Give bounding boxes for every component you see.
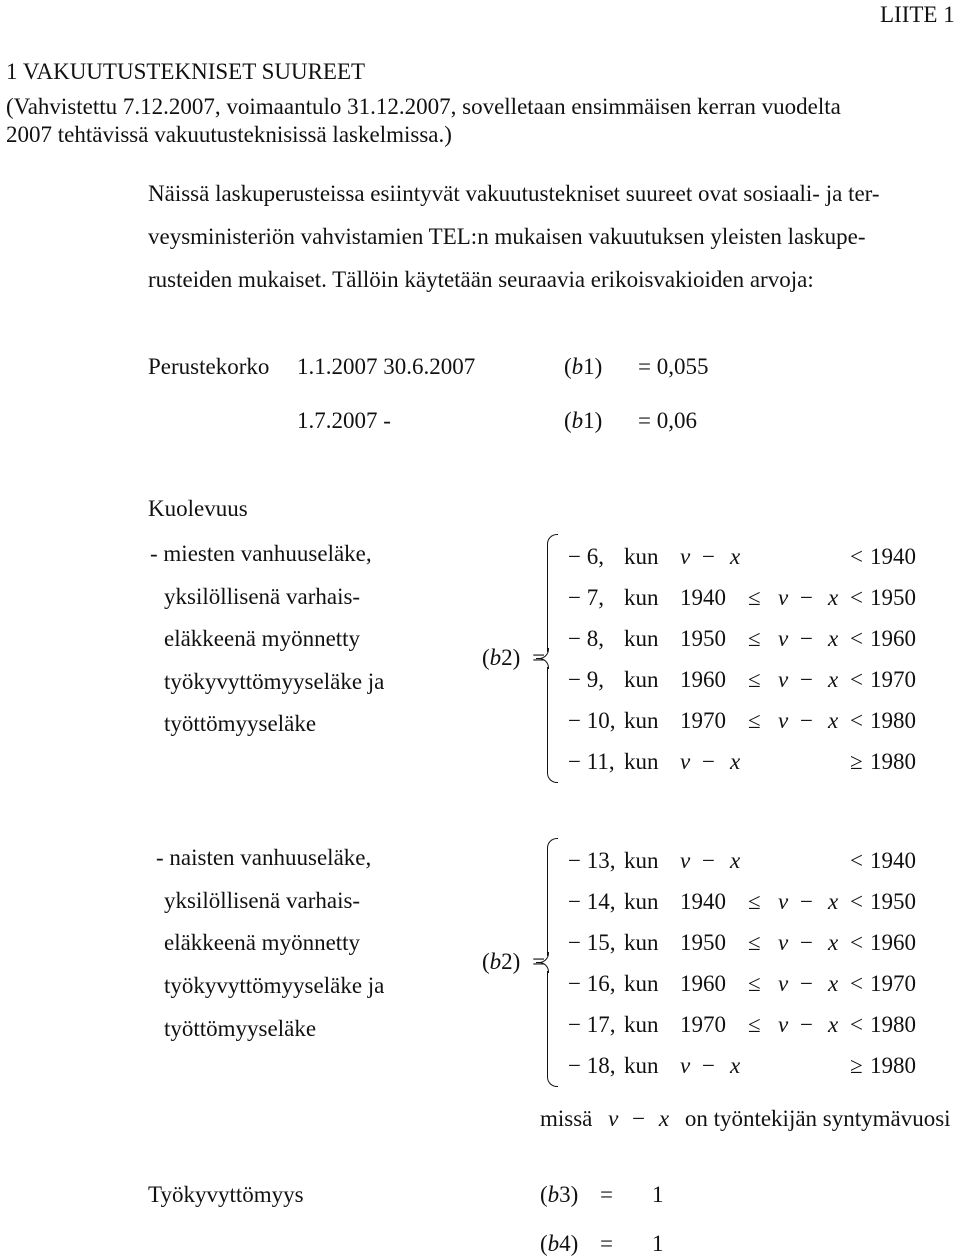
men-case-rel2: <	[850, 667, 863, 692]
section-note-line-2: 2007 tehtävissä vakuutusteknisissä laskelmissa.)	[6, 122, 452, 147]
women-case-x: x	[828, 889, 839, 914]
women-case-x: x	[730, 1053, 741, 1078]
men-case-num: − 7,	[568, 585, 604, 610]
women-case-minus: −	[702, 1053, 715, 1078]
women-case-v: v	[778, 1012, 789, 1037]
women-case-rel1: ≤	[748, 889, 761, 914]
men-case-num: − 11,	[568, 749, 615, 774]
women-case-v: v	[778, 930, 789, 955]
men-case-rel1: ≤	[748, 626, 761, 651]
men-case-v: v	[778, 585, 789, 610]
interest-value-2: = 0,06	[638, 408, 697, 433]
disability-b4-symbol: (b4)	[540, 1231, 579, 1256]
women-case-num: − 13,	[568, 848, 616, 873]
interest-period-1: 1.1.2007 30.6.2007	[297, 354, 476, 379]
women-case-c2: 1980	[870, 1053, 916, 1078]
men-brace-bottom	[547, 667, 558, 783]
women-case-c2: 1950	[870, 889, 916, 914]
disability-b4-equals: =	[600, 1231, 613, 1256]
women-case-v: v	[680, 848, 691, 873]
men-case-x: x	[730, 749, 741, 774]
disability-b4-value: 1	[652, 1231, 664, 1256]
women-case-rel2: <	[850, 930, 863, 955]
men-case-kun: kun	[624, 708, 659, 733]
women-case-x: x	[828, 971, 839, 996]
men-case-minus: −	[800, 708, 813, 733]
men-case-c2: 1970	[870, 667, 916, 692]
women-case-x: x	[828, 930, 839, 955]
men-case-num: − 9,	[568, 667, 604, 692]
women-case-c1: 1950	[680, 930, 726, 955]
section-title: 1 VAKUUTUSTEKNISET SUUREET	[6, 59, 366, 84]
men-case-c1: 1960	[680, 667, 726, 692]
men-case-c2: 1940	[870, 544, 916, 569]
women-case-minus: −	[702, 848, 715, 873]
men-case-rel2: <	[850, 708, 863, 733]
women-case-minus: −	[800, 889, 813, 914]
women-case-x: x	[828, 1012, 839, 1037]
men-desc-line: - miesten vanhuuseläke,	[150, 541, 372, 566]
interest-period-2: 1.7.2007 -	[297, 408, 391, 433]
women-case-c2: 1940	[870, 848, 916, 873]
women-case-c1: 1940	[680, 889, 726, 914]
women-case-num: − 16,	[568, 971, 616, 996]
men-case-x: x	[828, 626, 839, 651]
women-symbol: (b2) =	[482, 949, 546, 974]
women-desc-line: yksilöllisenä varhais-	[164, 888, 361, 913]
men-case-c1: 1970	[680, 708, 726, 733]
men-case-minus: −	[800, 667, 813, 692]
men-case-rel1: ≤	[748, 585, 761, 610]
men-case-v: v	[778, 708, 789, 733]
women-case-rel2: ≥	[850, 1053, 863, 1078]
women-case-rel1: ≤	[748, 1012, 761, 1037]
men-symbol: (b2) =	[482, 645, 546, 670]
men-case-kun: kun	[624, 667, 659, 692]
men-case-minus: −	[702, 749, 715, 774]
interest-symbol-1: (b1)	[564, 354, 603, 379]
disability-b3-value: 1	[652, 1182, 664, 1207]
women-desc-line: työttömyyseläke	[164, 1016, 317, 1041]
men-case-c2: 1980	[870, 708, 916, 733]
women-case-rel2: <	[850, 1012, 863, 1037]
women-case-minus: −	[800, 971, 813, 996]
women-case-c2: 1960	[870, 930, 916, 955]
women-case-num: − 17,	[568, 1012, 616, 1037]
men-case-c2: 1960	[870, 626, 916, 651]
women-case-c1: 1960	[680, 971, 726, 996]
men-case-minus: −	[702, 544, 715, 569]
men-case-c2: 1980	[870, 749, 916, 774]
interest-label: Perustekorko	[148, 354, 270, 379]
appendix-label: LIITE 1	[880, 2, 955, 27]
men-case-x: x	[730, 544, 741, 569]
men-case-minus: −	[800, 585, 813, 610]
women-case-kun: kun	[624, 1012, 659, 1037]
men-case-num: − 10,	[568, 708, 616, 733]
women-brace-bottom	[547, 971, 558, 1087]
men-brace-top	[547, 534, 558, 652]
paragraph-line-3: rusteiden mukaiset. Tällöin käytetään seuraavia erikoisvakioiden arvoja:	[148, 267, 814, 292]
men-case-x: x	[828, 667, 839, 692]
interest-value-1: = 0,055	[638, 354, 709, 379]
men-desc-line: eläkkeenä myönnetty	[164, 626, 361, 651]
men-case-num: − 6,	[568, 544, 604, 569]
men-case-kun: kun	[624, 585, 659, 610]
women-desc-line: eläkkeenä myönnetty	[164, 930, 361, 955]
men-case-c2: 1950	[870, 585, 916, 610]
women-case-c2: 1980	[870, 1012, 916, 1037]
disability-label: Työkyvyttömyys	[148, 1182, 304, 1207]
women-case-rel1: ≤	[748, 971, 761, 996]
women-desc-line: työkyvyttömyyseläke ja	[164, 973, 385, 998]
women-case-v: v	[778, 889, 789, 914]
men-desc-line: työttömyyseläke	[164, 711, 317, 736]
women-case-kun: kun	[624, 930, 659, 955]
men-case-kun: kun	[624, 749, 659, 774]
women-case-kun: kun	[624, 1053, 659, 1078]
men-case-num: − 8,	[568, 626, 604, 651]
men-case-rel2: <	[850, 544, 863, 569]
women-desc-line: - naisten vanhuuseläke,	[156, 845, 372, 870]
men-case-v: v	[778, 667, 789, 692]
women-case-minus: −	[800, 1012, 813, 1037]
women-case-rel2: <	[850, 889, 863, 914]
men-case-kun: kun	[624, 626, 659, 651]
women-case-kun: kun	[624, 848, 659, 873]
men-case-x: x	[828, 708, 839, 733]
women-case-minus: −	[800, 930, 813, 955]
women-case-num: − 15,	[568, 930, 616, 955]
men-case-x: x	[828, 585, 839, 610]
women-case-kun: kun	[624, 889, 659, 914]
men-case-rel2: ≥	[850, 749, 863, 774]
women-case-num: − 18,	[568, 1053, 616, 1078]
women-case-rel2: <	[850, 848, 863, 873]
men-case-c1: 1950	[680, 626, 726, 651]
men-case-v: v	[778, 626, 789, 651]
men-case-rel2: <	[850, 626, 863, 651]
men-case-rel2: <	[850, 585, 863, 610]
women-brace-tip	[536, 952, 548, 972]
women-case-rel2: <	[850, 971, 863, 996]
women-case-kun: kun	[624, 971, 659, 996]
mortality-label: Kuolevuus	[148, 496, 248, 521]
interest-symbol-2: (b1)	[564, 408, 603, 433]
women-case-v: v	[680, 1053, 691, 1078]
men-case-minus: −	[800, 626, 813, 651]
men-desc-line: työkyvyttömyyseläke ja	[164, 669, 385, 694]
section-note-line-1: (Vahvistettu 7.12.2007, voimaantulo 31.12.2007, sovelletaan ensimmäisen kerran vuodelta	[6, 94, 841, 119]
men-case-rel1: ≤	[748, 667, 761, 692]
women-case-num: − 14,	[568, 889, 616, 914]
women-case-c1: 1970	[680, 1012, 726, 1037]
disability-b3-equals: =	[600, 1182, 613, 1207]
women-case-v: v	[778, 971, 789, 996]
women-case-rel1: ≤	[748, 930, 761, 955]
men-case-v: v	[680, 544, 691, 569]
paragraph-line-1: Näissä laskuperusteissa esiintyvät vakuutustekniset suureet ovat sosiaali- ja ter-	[148, 181, 880, 206]
women-case-c2: 1970	[870, 971, 916, 996]
women-case-x: x	[730, 848, 741, 873]
disability-b3-symbol: (b3)	[540, 1182, 579, 1207]
men-desc-line: yksilöllisenä varhais-	[164, 584, 361, 609]
men-case-v: v	[680, 749, 691, 774]
women-brace-top	[547, 838, 558, 956]
men-case-rel1: ≤	[748, 708, 761, 733]
men-case-kun: kun	[624, 544, 659, 569]
birth-year-footnote: missä v − x on työntekijän syntymävuosi	[540, 1106, 951, 1131]
men-brace-tip	[536, 648, 548, 668]
paragraph-line-2: veysministeriön vahvistamien TEL:n mukaisen vakuutuksen yleisten laskupe-	[148, 224, 866, 249]
men-case-c1: 1940	[680, 585, 726, 610]
